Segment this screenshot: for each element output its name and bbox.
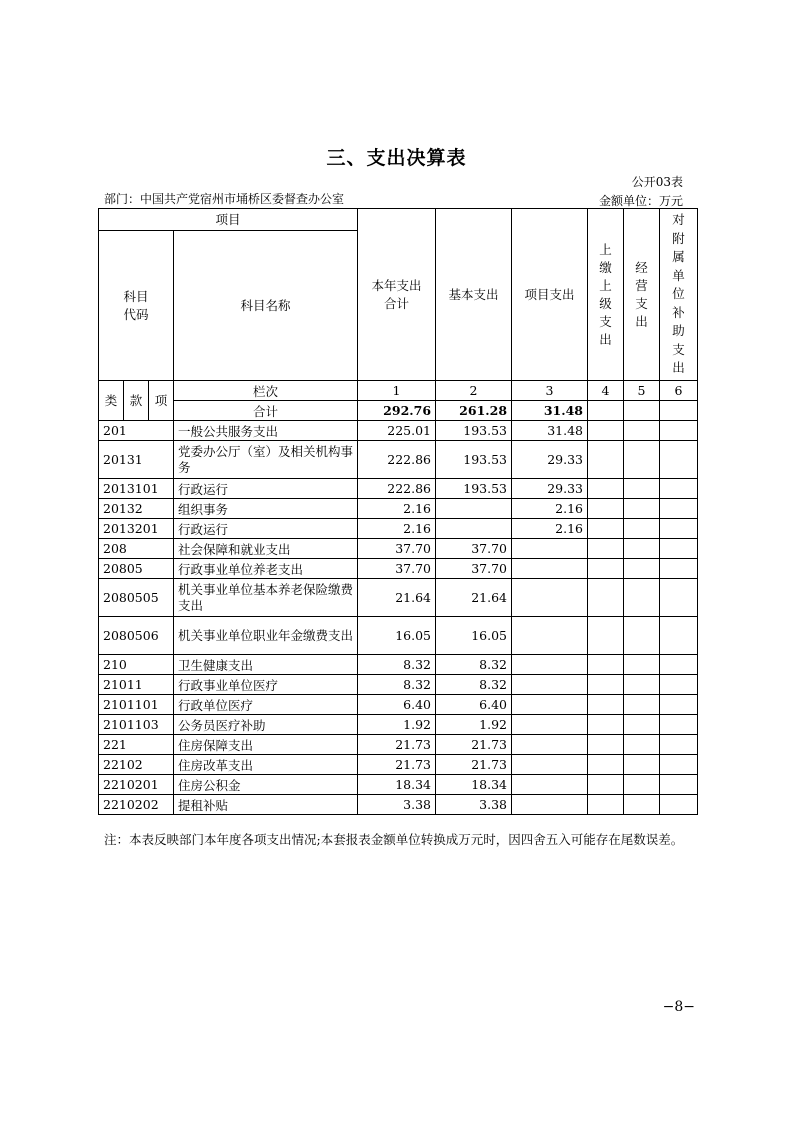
subsidiary-cell <box>660 617 698 655</box>
subsidiary-cell <box>660 795 698 815</box>
subject-name-cell: 行政运行 <box>174 479 358 499</box>
col-num-1: 1 <box>358 381 436 401</box>
total-cell: 222.86 <box>358 441 436 479</box>
subject-name-cell: 公务员医疗补助 <box>174 715 358 735</box>
table-row <box>99 421 698 441</box>
basic-cell: 193.53 <box>436 441 512 479</box>
col-num-5: 5 <box>624 381 660 401</box>
subject-code-cell: 2080506 <box>99 617 174 655</box>
business-cell <box>624 519 660 539</box>
project-cell <box>512 795 588 815</box>
business-cell <box>624 655 660 675</box>
subsidiary-cell <box>660 539 698 559</box>
subsidiary-cell <box>660 519 698 539</box>
subject-name-cell: 组织事务 <box>174 499 358 519</box>
project-cell <box>512 539 588 559</box>
subject-code-cell: 2101103 <box>99 715 174 735</box>
total-upper <box>588 401 624 421</box>
upper-cell <box>588 755 624 775</box>
table-row <box>99 675 698 695</box>
upper-cell <box>588 441 624 479</box>
subject-name-cell: 机关事业单位基本养老保险缴费支出 <box>174 579 358 617</box>
basic-cell: 37.70 <box>436 559 512 579</box>
business-cell <box>624 795 660 815</box>
header-xiang: 项 <box>149 381 174 421</box>
upper-cell <box>588 617 624 655</box>
form-number: 公开03表 <box>631 175 683 189</box>
business-cell <box>624 775 660 795</box>
table-row <box>99 539 698 559</box>
project-cell <box>512 735 588 755</box>
subsidiary-cell <box>660 775 698 795</box>
business-cell <box>624 695 660 715</box>
subsidiary-cell <box>660 421 698 441</box>
total-label: 合计 <box>174 401 358 421</box>
subject-code-cell: 2080505 <box>99 579 174 617</box>
total-cell: 8.32 <box>358 655 436 675</box>
subsidiary-cell <box>660 441 698 479</box>
subsidiary-cell <box>660 499 698 519</box>
basic-cell: 8.32 <box>436 675 512 695</box>
project-cell: 29.33 <box>512 479 588 499</box>
project-cell <box>512 675 588 695</box>
basic-cell: 37.70 <box>436 539 512 559</box>
business-cell <box>624 441 660 479</box>
subject-name-cell: 一般公共服务支出 <box>174 421 358 441</box>
header-total: 本年支出 合计 <box>358 209 436 381</box>
subject-name-cell: 机关事业单位职业年金缴费支出 <box>174 617 358 655</box>
total-cell: 2.16 <box>358 519 436 539</box>
subsidiary-cell <box>660 579 698 617</box>
total-cell: 225.01 <box>358 421 436 441</box>
basic-cell: 8.32 <box>436 655 512 675</box>
column-index-label: 栏次 <box>174 381 358 401</box>
table-row <box>99 579 698 617</box>
header-business: 经 营 支 出 <box>624 209 660 381</box>
total-cell: 3.38 <box>358 795 436 815</box>
col-num-2: 2 <box>436 381 512 401</box>
subject-code-cell: 2210202 <box>99 795 174 815</box>
subject-code-cell: 201 <box>99 421 174 441</box>
table-row <box>99 795 698 815</box>
department-label: 部门：中国共产党宿州市埇桥区委督查办公室 <box>104 192 345 206</box>
upper-cell <box>588 421 624 441</box>
business-cell <box>624 421 660 441</box>
table-row <box>99 655 698 675</box>
header-kuan: 款 <box>124 381 149 421</box>
header-basic: 基本支出 <box>436 209 512 381</box>
total-subsidiary <box>660 401 698 421</box>
table-row <box>99 775 698 795</box>
table-row <box>99 559 698 579</box>
subject-name-cell: 党委办公厅（室）及相关机构事务 <box>174 441 358 479</box>
project-cell <box>512 775 588 795</box>
upper-cell <box>588 695 624 715</box>
basic-cell: 18.34 <box>436 775 512 795</box>
header-project-expense: 项目支出 <box>512 209 588 381</box>
subject-code-cell: 2101101 <box>99 695 174 715</box>
project-cell <box>512 755 588 775</box>
amount-unit-label: 金额单位：万元 <box>598 194 683 208</box>
subsidiary-cell <box>660 755 698 775</box>
upper-cell <box>588 559 624 579</box>
project-cell: 2.16 <box>512 499 588 519</box>
subject-code-cell: 2013201 <box>99 519 174 539</box>
page-title: 三、支出决算表 <box>326 147 467 169</box>
col-num-6: 6 <box>660 381 698 401</box>
business-cell <box>624 675 660 695</box>
subsidiary-cell <box>660 655 698 675</box>
business-cell <box>624 735 660 755</box>
basic-cell: 193.53 <box>436 421 512 441</box>
subsidiary-cell <box>660 479 698 499</box>
basic-cell: 21.73 <box>436 735 512 755</box>
project-cell: 29.33 <box>512 441 588 479</box>
total-cell: 222.86 <box>358 479 436 499</box>
subject-name-cell: 行政事业单位医疗 <box>174 675 358 695</box>
total-cell: 2.16 <box>358 499 436 519</box>
business-cell <box>624 479 660 499</box>
upper-cell <box>588 735 624 755</box>
table-row <box>99 617 698 655</box>
project-cell <box>512 559 588 579</box>
upper-cell <box>588 655 624 675</box>
upper-cell <box>588 675 624 695</box>
upper-cell <box>588 499 624 519</box>
subsidiary-cell <box>660 675 698 695</box>
table-row <box>99 715 698 735</box>
project-cell <box>512 579 588 617</box>
table-row <box>99 755 698 775</box>
subsidiary-cell <box>660 559 698 579</box>
col-num-4: 4 <box>588 381 624 401</box>
table-row <box>99 519 698 539</box>
basic-cell: 3.38 <box>436 795 512 815</box>
upper-cell <box>588 715 624 735</box>
total-cell: 6.40 <box>358 695 436 715</box>
table-row <box>99 479 698 499</box>
table-row <box>99 735 698 755</box>
subject-code-cell: 22102 <box>99 755 174 775</box>
total-basic: 261.28 <box>436 401 512 421</box>
subject-code-cell: 20132 <box>99 499 174 519</box>
subject-code-cell: 20805 <box>99 559 174 579</box>
subject-name-cell: 住房保障支出 <box>174 735 358 755</box>
project-cell <box>512 617 588 655</box>
project-cell: 2.16 <box>512 519 588 539</box>
basic-cell: 16.05 <box>436 617 512 655</box>
basic-cell <box>436 519 512 539</box>
header-subsidiary: 对 附 属 单 位 补 助 支 出 <box>660 209 698 381</box>
subject-code-cell: 208 <box>99 539 174 559</box>
subject-name-cell: 住房公积金 <box>174 775 358 795</box>
subject-name-cell: 卫生健康支出 <box>174 655 358 675</box>
header-upper-payment: 上 缴 上 级 支 出 <box>588 209 624 381</box>
business-cell <box>624 715 660 735</box>
project-cell <box>512 655 588 675</box>
page-number: −8− <box>662 999 695 1015</box>
subject-name-cell: 行政事业单位养老支出 <box>174 559 358 579</box>
total-cell: 16.05 <box>358 617 436 655</box>
expenditure-table <box>98 208 698 815</box>
total-cell: 1.92 <box>358 715 436 735</box>
total-cell: 21.73 <box>358 755 436 775</box>
subject-code-cell: 2210201 <box>99 775 174 795</box>
basic-cell: 6.40 <box>436 695 512 715</box>
subsidiary-cell <box>660 735 698 755</box>
subsidiary-cell <box>660 695 698 715</box>
total-business <box>624 401 660 421</box>
subject-code-cell: 21011 <box>99 675 174 695</box>
subject-code-cell: 20131 <box>99 441 174 479</box>
upper-cell <box>588 519 624 539</box>
upper-cell <box>588 579 624 617</box>
subject-code-cell: 210 <box>99 655 174 675</box>
business-cell <box>624 559 660 579</box>
header-subject-name: 科目名称 <box>174 231 358 381</box>
basic-cell: 21.64 <box>436 579 512 617</box>
header-lei: 类 <box>99 381 124 421</box>
total-cell: 37.70 <box>358 559 436 579</box>
subsidiary-cell <box>660 715 698 735</box>
subject-name-cell: 住房改革支出 <box>174 755 358 775</box>
table-row <box>99 499 698 519</box>
header-subject-code: 科目 代码 <box>99 231 174 381</box>
total-cell: 18.34 <box>358 775 436 795</box>
business-cell <box>624 617 660 655</box>
footnote: 注：本表反映部门本年度各项支出情况;本套报表金额单位转换成万元时，因四舍五入可能存在尾数误差。 <box>104 832 684 847</box>
upper-cell <box>588 775 624 795</box>
total-project: 31.48 <box>512 401 588 421</box>
subject-code-cell: 2013101 <box>99 479 174 499</box>
basic-cell: 1.92 <box>436 715 512 735</box>
total-cell: 21.73 <box>358 735 436 755</box>
table-row <box>99 695 698 715</box>
basic-cell: 21.73 <box>436 755 512 775</box>
subject-name-cell: 社会保障和就业支出 <box>174 539 358 559</box>
business-cell <box>624 579 660 617</box>
business-cell <box>624 539 660 559</box>
table-row <box>99 441 698 479</box>
total-cell: 8.32 <box>358 675 436 695</box>
business-cell <box>624 755 660 775</box>
basic-cell <box>436 499 512 519</box>
subject-name-cell: 行政运行 <box>174 519 358 539</box>
total-cell: 37.70 <box>358 539 436 559</box>
basic-cell: 193.53 <box>436 479 512 499</box>
project-cell: 31.48 <box>512 421 588 441</box>
subject-code-cell: 221 <box>99 735 174 755</box>
subject-name-cell: 提租补贴 <box>174 795 358 815</box>
upper-cell <box>588 479 624 499</box>
upper-cell <box>588 795 624 815</box>
business-cell <box>624 499 660 519</box>
col-num-3: 3 <box>512 381 588 401</box>
upper-cell <box>588 539 624 559</box>
project-cell <box>512 695 588 715</box>
total-amount: 292.76 <box>358 401 436 421</box>
header-project: 项目 <box>99 209 358 231</box>
subject-name-cell: 行政单位医疗 <box>174 695 358 715</box>
total-cell: 21.64 <box>358 579 436 617</box>
project-cell <box>512 715 588 735</box>
